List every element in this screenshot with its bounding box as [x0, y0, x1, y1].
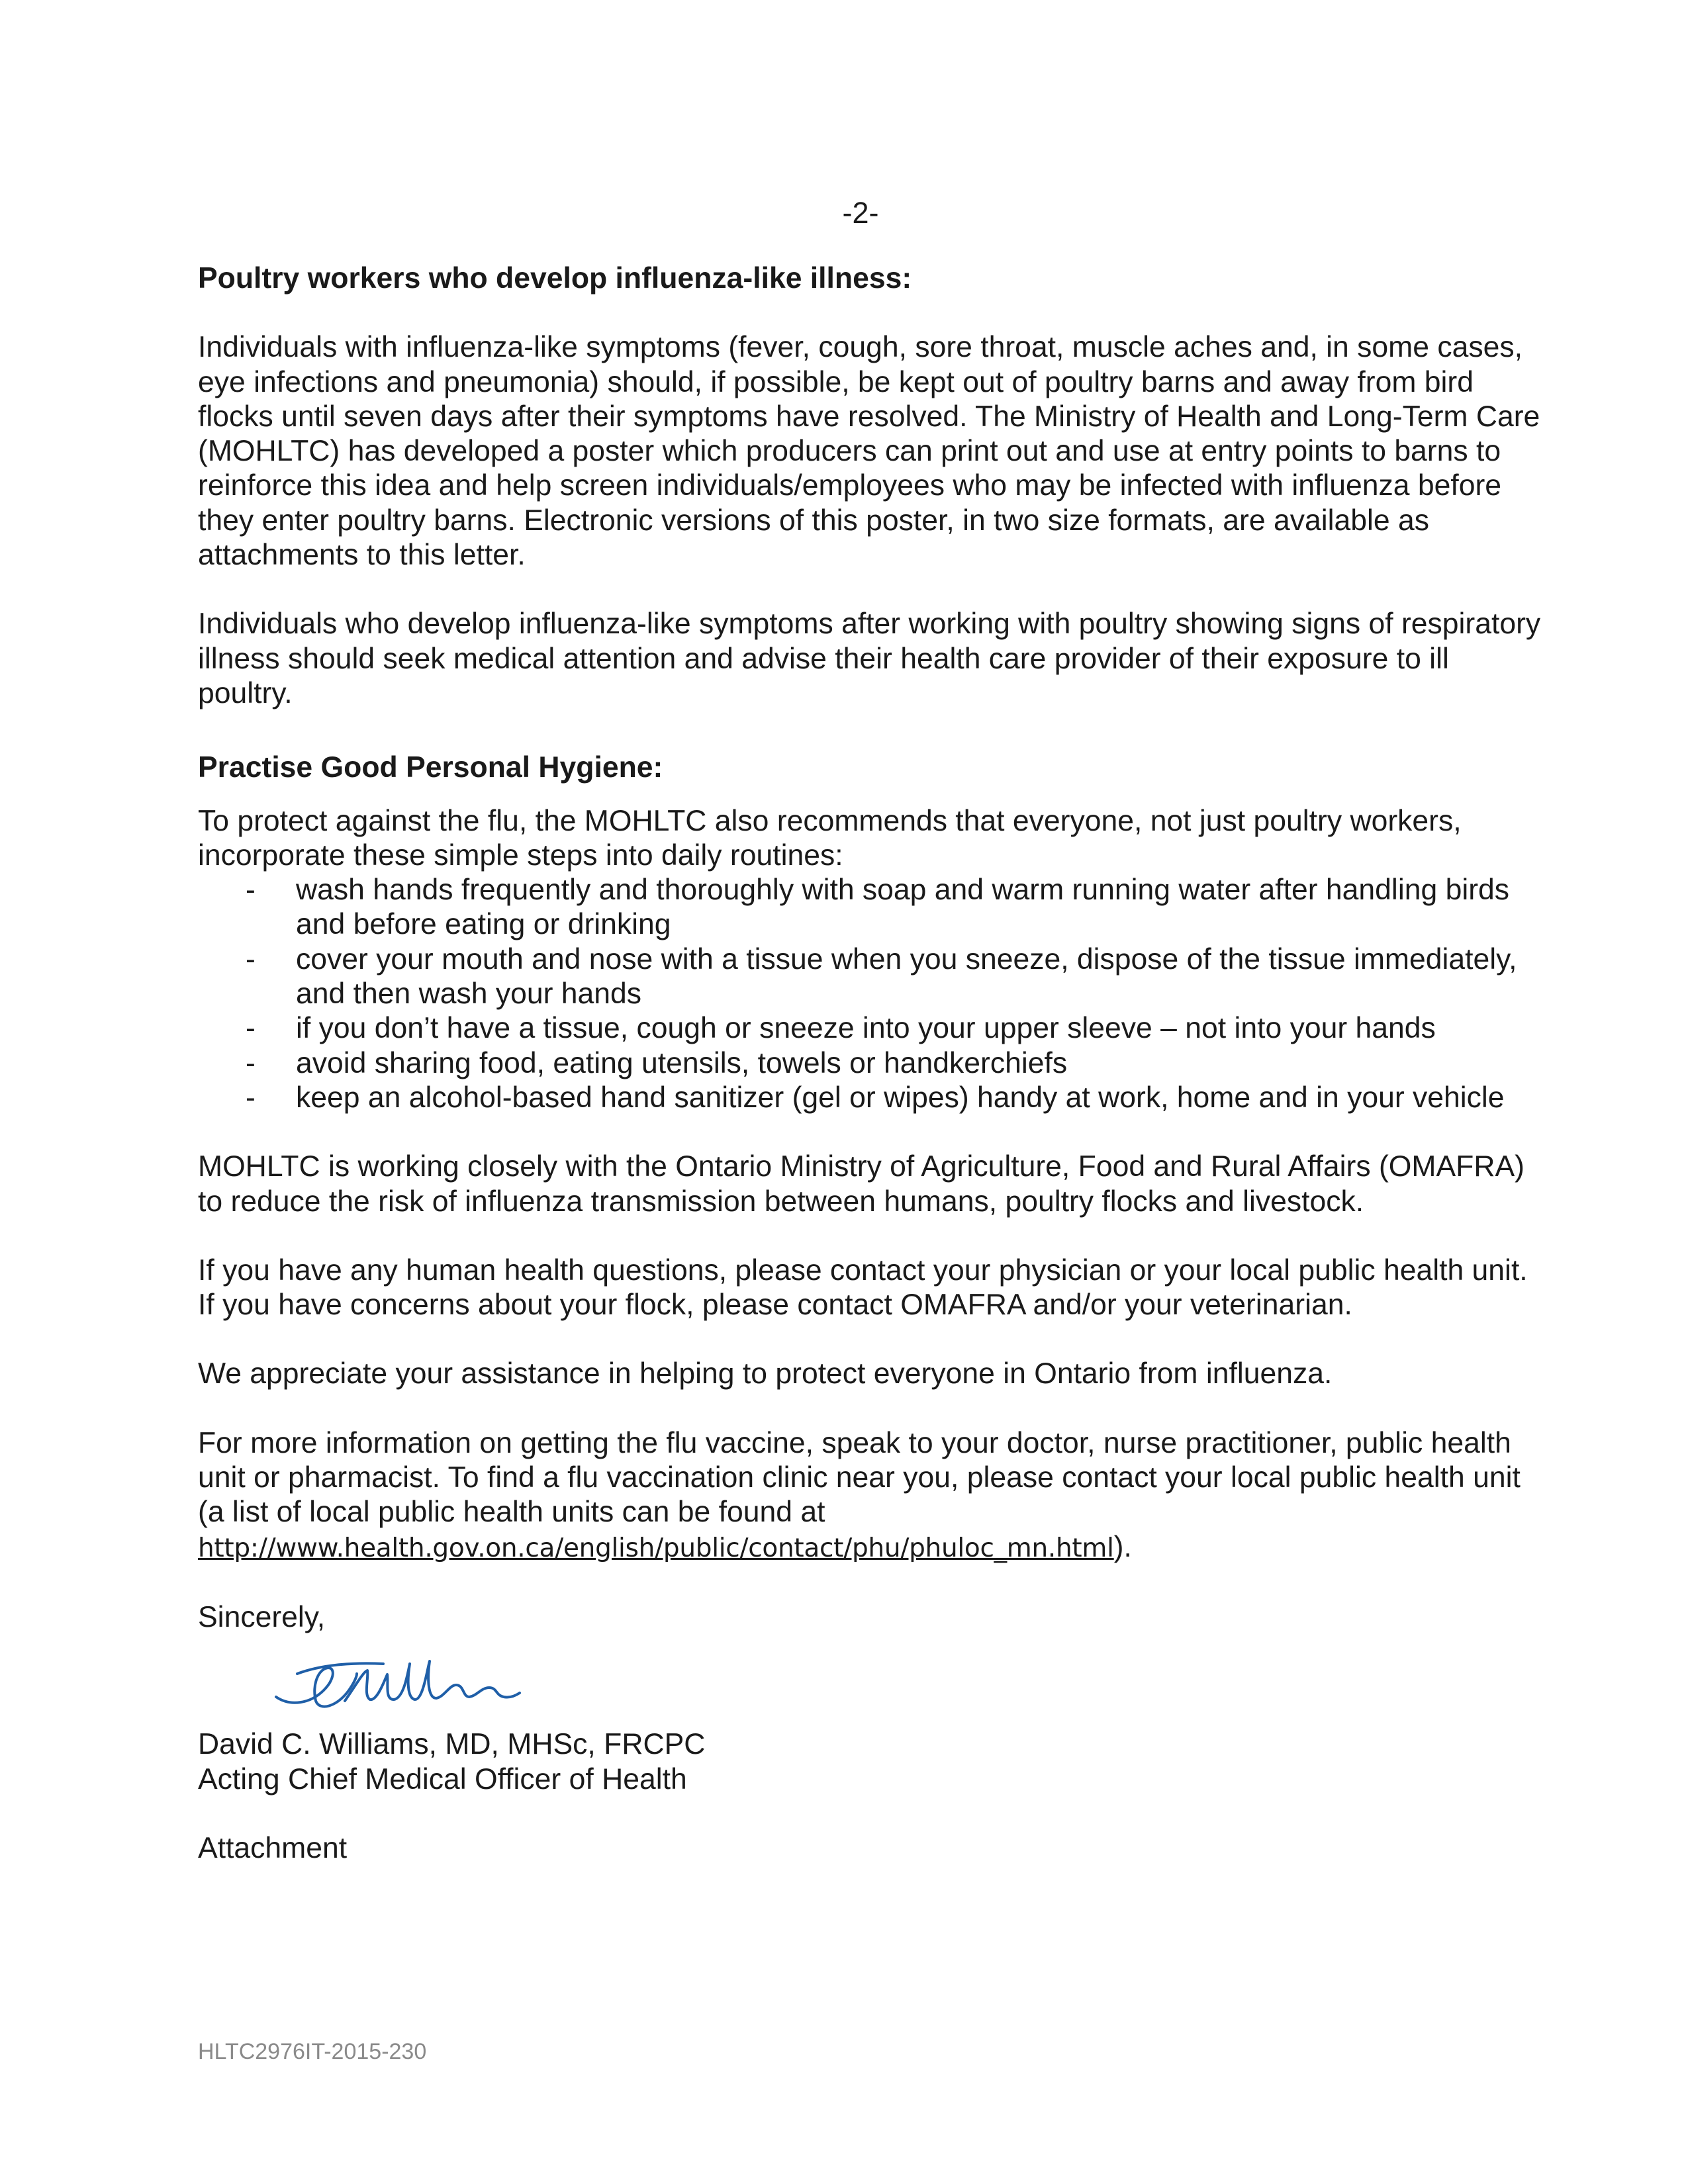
- paragraph-influenza-symptoms: Individuals with influenza-like symptoms (fever, cough, sore throat, muscle aches and, in some cases, eye infections and pneumonia) should, if possible, be kept out of poultry barns and away from bird flocks until seven days after their symptoms have resolved. The Ministry of Health and Long-Term Care (MOHLTC) has developed a poster which producers can print out and use at entry points to barns to reinforce this idea and help screen individuals/employees who may be infected with influenza before they enter poultry barns. Electronic versions of this poster, in two size formats, are available as attachments to this letter.: [198, 331, 1540, 572]
- page-number: -2-: [842, 196, 879, 230]
- bullet-dash: -: [246, 1081, 256, 1114]
- closing-salutation: Sincerely,: [198, 1600, 326, 1633]
- bullet-dash: -: [246, 942, 256, 976]
- document-reference-code: HLTC2976IT-2015-230: [198, 2039, 427, 2064]
- section-heading-hygiene: Practise Good Personal Hygiene:: [198, 751, 663, 784]
- handwritten-signature: [271, 1644, 536, 1723]
- paragraph-seek-medical-attention: Individuals who develop influenza-like symptoms after working with poultry showing signs of respiratory illness should seek medical attention and advise their health care provider of their exposure to ill poultry.: [198, 608, 1541, 709]
- paragraph-hygiene-intro: To protect against the flu, the MOHLTC also recommends that everyone, not just poultry workers, incorporate these simple steps into daily routines:: [198, 804, 1462, 872]
- signer-title: Acting Chief Medical Officer of Health: [198, 1762, 687, 1796]
- paragraph-flu-vaccine-info: For more information on getting the flu vaccine, speak to your doctor, nurse practitioner, public health unit or pharmacist. To find a flu vaccination clinic near you, please contact your local public health unit (a list of local public health units can be found at http://www.health.gov.on.ca/english/public/contact/phu/phuloc_mn.html).: [198, 1426, 1521, 1563]
- bullet-dash: -: [246, 874, 256, 907]
- letter-body: [198, 261, 1548, 1866]
- bullet-dash: -: [246, 1046, 256, 1079]
- list-item: - if you don’t have a tissue, cough or sneeze into your upper sleeve – not into your hands: [198, 1011, 1548, 1046]
- list-item: - avoid sharing food, eating utensils, towels or handkerchiefs: [198, 1046, 1548, 1081]
- phu-directory-link[interactable]: http://www.health.gov.on.ca/english/public/contact/phu/phuloc_mn.html: [198, 1533, 1114, 1563]
- hygiene-steps-list: [198, 873, 1548, 1115]
- list-item: - wash hands frequently and thoroughly with soap and warm running water after handling birds and before eating or drinking: [246, 874, 1510, 941]
- paragraph-appreciation: We appreciate your assistance in helping to protect everyone in Ontario from influenza.: [198, 1357, 1333, 1390]
- section-heading-poultry-workers: Poultry workers who develop influenza-like illness:: [198, 262, 912, 295]
- attachment-label: Attachment: [198, 1831, 348, 1864]
- paragraph-omafra-collaboration: MOHLTC is working closely with the Ontario Ministry of Agriculture, Food and Rural Affairs (OMAFRA) to reduce the risk of influenza transmission between humans, poultry flocks and livestock.: [198, 1150, 1524, 1218]
- signer-name: David C. Williams, MD, MHSc, FRCPC: [198, 1728, 706, 1761]
- list-item: - cover your mouth and nose with a tissue when you sneeze, dispose of the tissue immediately, and then wash your hands: [246, 942, 1517, 1011]
- paragraph-health-questions: If you have any human health questions, please contact your physician or your local public health unit. If you have concerns about your flock, please contact OMAFRA and/or your veterinarian.: [198, 1253, 1528, 1322]
- bullet-dash: -: [246, 1012, 256, 1045]
- list-item: - keep an alcohol-based hand sanitizer (gel or wipes) handy at work, home and in your vehicle: [198, 1081, 1548, 1115]
